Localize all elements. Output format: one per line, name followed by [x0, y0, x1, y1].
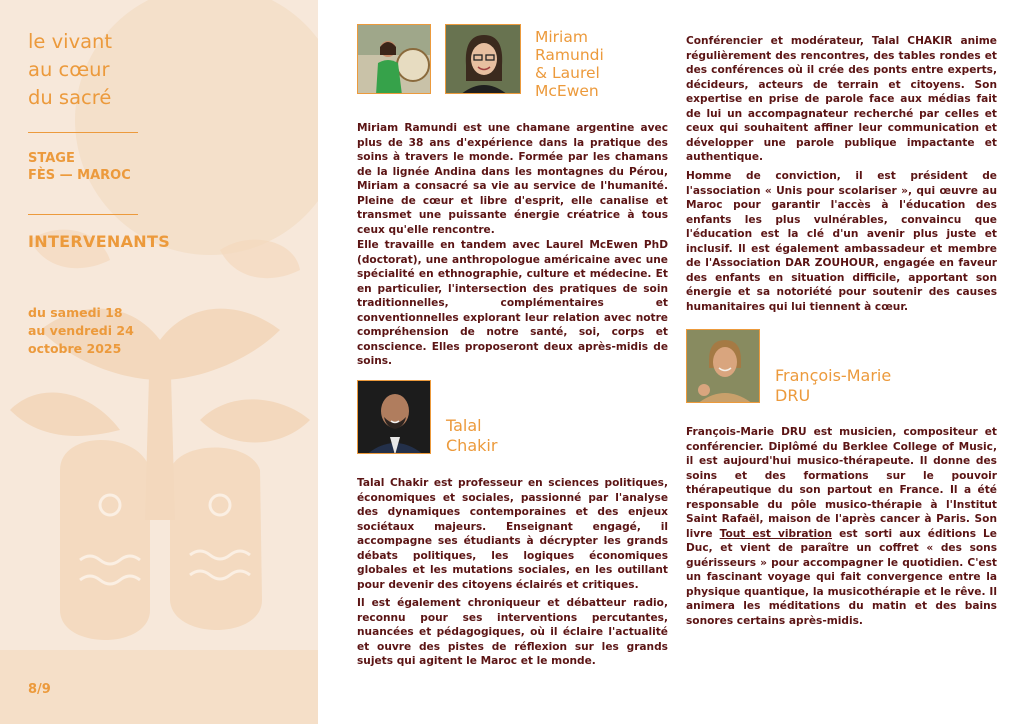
speaker-name-talal: [446, 416, 497, 456]
speaker-name-miriam-laurel: [535, 28, 604, 100]
title-line: du sacré: [28, 86, 112, 109]
bio-francois-start: François-Marie DRU est musicien, compositeur et conférencier. Diplômé du Berklee College of Music, il est aujourd'hui musico-thérapeute. Il donne des soins et des formations sur le pouvoir thérapeutique du son partout en France. Il a été responsable du pôle musico-thérapie à l'Institut Saint Rafaël, maison de l'après cancer à Paris. Son livre: [686, 426, 997, 540]
portrait-image: [446, 25, 521, 94]
portrait-image: [687, 330, 760, 403]
name-line: Miriam: [535, 28, 588, 46]
sidebar: [0, 0, 318, 724]
bio-miriam: Miriam Ramundi est une chamane argentine avec plus de 38 ans d'expérience dans la pratique des soins à travers le monde. Formée par les chamans de la lignée Andina dans les montagnes du Pérou, Miriam a consacré sa vie au service de l'humanité. Pleine de cœur et libre d'esprit, elle canalise et transmet une puissante énergie créatrice à tous ceux qu'elle rencontre.: [357, 122, 668, 236]
stage-location: [28, 150, 131, 184]
name-line: François-Marie: [775, 366, 892, 385]
title-line: au cœur: [28, 58, 110, 81]
bio-talal-2: Il est également chroniqueur et débatteur radio, reconnu pour ses interventions percutantes, nuancées et pédagogiques, où il éclaire l'actualité et ouvre des pistes de réflexion sur les grands sujets qui agitent le Maroc et le monde.: [357, 597, 668, 667]
name-line: & Laurel: [535, 64, 600, 82]
title-line: le vivant: [28, 30, 113, 53]
photo-laurel: [445, 24, 521, 94]
photo-talal: [357, 380, 431, 454]
divider: [28, 132, 138, 133]
portrait-image: [358, 25, 431, 94]
portrait-image: [358, 381, 431, 454]
bio-talal-3: Conférencier et modérateur, Talal CHAKIR anime régulièrement des rencontres, des tables rondes et des conférences où il crée des ponts entre experts, décideurs, acteurs de terrain et citoyens. Son expertise en prise de parole face aux médias fait de lui un accompagnateur recherché par celles et ceux qui souhaitent affiner leur communication et développer une parole publique impactante et authentique.: [686, 35, 997, 163]
event-dates: [28, 304, 134, 358]
photo-miriam: [357, 24, 431, 94]
page-number: 8/9: [28, 682, 51, 697]
name-line: Ramundi: [535, 46, 604, 64]
name-line: DRU: [775, 386, 811, 405]
booklet-title: [28, 28, 112, 112]
book-title-link: Tout est vibration: [719, 527, 833, 540]
dates-line: du samedi 18: [28, 305, 123, 320]
divider: [28, 214, 138, 215]
stage-line: STAGE: [28, 151, 75, 166]
name-line: McEwen: [535, 82, 599, 100]
section-heading: INTERVENANTS: [28, 232, 171, 251]
bio-laurel: Elle travaille en tandem avec Laurel McEwen PhD (doctorat), une anthropologue américaine avec une spécialité en ethnographie, culture et médecine. Et en particulier, l'intersection des pratiques de soin traditionnelles, complémentaires et conventionnelles explorant leur relation avec notre compréhension de notre santé, soi, corps et conscience. Elles proposeront deux après-midis de soins.: [357, 239, 668, 367]
bio-francois: [686, 425, 997, 628]
dates-line: octobre 2025: [28, 341, 122, 356]
speaker-name-francois: [775, 366, 891, 406]
photo-francois: [686, 329, 760, 403]
bio-francois-end: est sorti aux éditions Le Duc, et vient de paraître un coffret « des sons guérisseurs » pour accompagner le quotidien. C'est un fascinant voyage qui fait convergence entre la physique quantique, la musicothérapie et le rêve. Il animera les méditations du matin et des bains sonores certains après-midis.: [686, 527, 997, 627]
dates-line: au vendredi 24: [28, 323, 134, 338]
bio-talal-4: Homme de conviction, il est président de l'association « Unis pour scolariser », qui œuvre au Maroc pour garantir l'accès à l'éducation des enfants les plus vulnérables, convaincu que l'éducation est la clé d'un avenir plus juste et inclusif. Il est également ambassadeur et membre de l'Association DAR ZOUHOUR, engagée en faveur des enfants en situation difficile, apportant son énergie et sa notoriété pour soutenir des causes humanitaires qui lui tiennent à cœur.: [686, 170, 997, 313]
name-line: Chakir: [446, 436, 498, 455]
stage-line: FÈS — MAROC: [28, 168, 131, 183]
name-line: Talal: [446, 416, 482, 435]
bio-talal-1: Talal Chakir est professeur en sciences politiques, économiques et sociales, passionné par l'analyse des dynamiques contemporaines et des enjeux sociétaux majeurs. Enseignant engagé, il accompagne ses étudiants à décrypter les grands débats politiques, les logiques économiques globales et les mutations sociales, en les outillant pour devenir des citoyens éclairés et critiques.: [357, 477, 668, 591]
